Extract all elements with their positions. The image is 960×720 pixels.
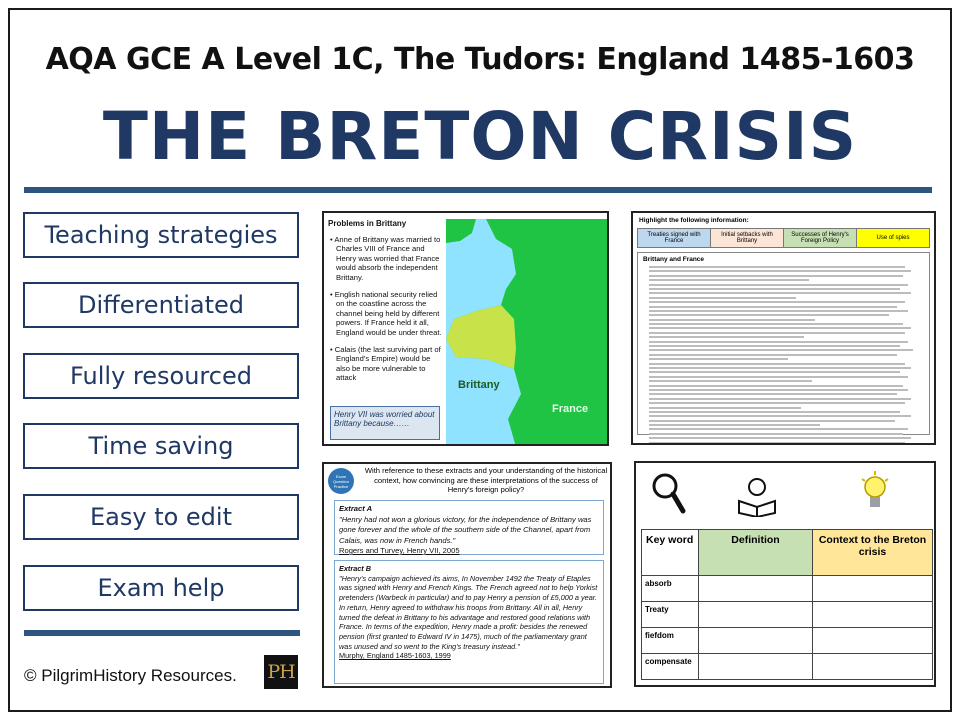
extract-a-title: Extract A: [339, 504, 373, 513]
key-word-cell: Treaty: [642, 602, 699, 628]
text-line: [649, 279, 809, 281]
copyright-text: © PilgrimHistory Resources.: [24, 666, 237, 685]
text-line: [649, 270, 911, 272]
feature-exam-help: Exam help: [23, 565, 299, 611]
text-line: [649, 314, 889, 316]
worksheet-prompt: Henry VII was worried about Brittany because……: [330, 406, 440, 440]
context-cell: [813, 602, 933, 628]
header-definition: Definition: [699, 530, 813, 576]
text-line: [649, 306, 897, 308]
preview-brittany-and-france: [631, 211, 936, 445]
exam-practice-badge: Exam Question Practice: [328, 468, 354, 494]
map-label-france: France: [552, 403, 589, 415]
key-treaties: Treaties signed with France: [638, 229, 711, 247]
text-line: [649, 336, 804, 338]
feature-differentiated: Differentiated: [23, 282, 299, 328]
text-line: [649, 376, 908, 378]
text-line: [649, 442, 905, 444]
definition-cell: [699, 576, 813, 602]
key-word-cell: fiefdom: [642, 628, 699, 654]
text-line: [649, 345, 900, 347]
context-cell: [813, 654, 933, 680]
text-line: [649, 367, 911, 369]
text-line: [649, 341, 908, 343]
definition-cell: [699, 628, 813, 654]
text-line: [649, 393, 897, 395]
key-spies: Use of spies: [857, 229, 929, 247]
text-line: [649, 297, 796, 299]
preview-exam-question: [322, 462, 612, 688]
exam-question: With reference to these extracts and your understanding of the historical context, how convincing are these interpretations of the success of Henry's foreign policy?: [364, 466, 608, 494]
page-title: THE BRETON CRISIS: [102, 98, 858, 175]
extract-a: [334, 500, 604, 555]
table-row: [642, 576, 933, 602]
lightbulb-icon: [860, 471, 890, 517]
text-line: [649, 415, 911, 417]
course-subtitle: AQA GCE A Level 1C, The Tudors: England 1485-1603: [45, 42, 915, 77]
reading-section: [637, 252, 930, 435]
text-line: [649, 275, 903, 277]
divider-top: [24, 187, 932, 193]
text-line: [649, 288, 900, 290]
text-line: [649, 301, 905, 303]
extract-b-text: "Henry's campaign achieved its aims, In November 1492 the Treaty of Etaples was signed with Henry and French Kings. The French agreed not to help Yorkist pretenders (Warbeck in particular) and to pay Henry a pension of £5,000 a year. In return, Henry agreed to withdraw his troops from Brittany. All in all, Henry turned the defeat in Brittany to his advantage and restored good relations with France. In terms of the expedition, Henry made a profit: besides the renewed pension (first granted to Edward IV in 1475), much of the parliamentary grant was unused and so went to the King's treasury instead.": [339, 573, 598, 651]
text-line: [649, 332, 905, 334]
definition-cell: [699, 654, 813, 680]
divider-bottom: [24, 630, 300, 636]
text-line: [649, 323, 903, 325]
text-line: [649, 354, 897, 356]
text-line: [649, 349, 913, 351]
text-line: [649, 266, 905, 268]
header-key-word: Key word: [642, 530, 699, 576]
extract-b-source: Murphy, England 1485-1603, 1999: [339, 651, 451, 661]
feature-easy-to-edit: Easy to edit: [23, 494, 299, 540]
text-line: [649, 385, 903, 387]
table-row: [642, 654, 933, 680]
context-cell: [813, 628, 933, 654]
text-line: [649, 363, 905, 365]
feature-fully-resourced: Fully resourced: [23, 353, 299, 399]
text-line: [649, 437, 911, 439]
reading-text-lines: [643, 266, 924, 445]
key-word-cell: absorb: [642, 576, 699, 602]
map-label-brittany: Brittany: [458, 379, 500, 391]
text-line: [649, 292, 911, 294]
highlight-key: [637, 228, 930, 248]
extract-b: [334, 560, 604, 684]
key-setbacks: Initial setbacks with Brittany: [711, 229, 784, 247]
text-line: [649, 380, 812, 382]
text-line: [649, 310, 908, 312]
pilgrim-history-logo: PH: [264, 655, 298, 689]
table-row: [642, 628, 933, 654]
preview-problems-in-brittany: [322, 211, 609, 446]
problems-heading: Problems in Brittany: [328, 219, 407, 228]
header-context: Context to the Breton crisis: [813, 530, 933, 576]
extract-a-text: "Henry had not won a glorious victory, for the independence of Brittany was gone forever and the whole of the southern side of the Channel, apart from Calais, was now in French hands.": [339, 514, 592, 545]
text-line: [649, 402, 905, 404]
section-title: Brittany and France: [643, 256, 705, 263]
extract-a-source: Rogers and Turvey, Henry VII, 2005: [339, 546, 460, 555]
key-word-table: [641, 529, 933, 680]
text-line: [649, 371, 900, 373]
text-line: [649, 420, 895, 422]
text-line: [649, 319, 815, 321]
preview-key-words: [634, 461, 936, 687]
text-line: [649, 428, 908, 430]
text-line: [649, 424, 820, 426]
text-line: [649, 327, 911, 329]
text-line: [649, 433, 903, 435]
context-cell: [813, 576, 933, 602]
table-row: [642, 602, 933, 628]
key-word-cell: compensate: [642, 654, 699, 680]
magnifying-glass-icon: [650, 471, 686, 515]
text-line: [649, 398, 911, 400]
definition-cell: [699, 602, 813, 628]
highlight-instruction: Highlight the following information:: [639, 217, 749, 224]
problem-point: • Calais (the last surviving part of England's Empire) would be also be more vulnerable to attack: [330, 344, 441, 383]
text-line: [649, 407, 801, 409]
feature-time-saving: Time saving: [23, 423, 299, 469]
text-line: [649, 284, 908, 286]
text-line: [649, 411, 900, 413]
problem-point: • Anne of Brittany was married to Charles VIII of France and Henry was worried that France would absorb the independent Brittany.: [330, 234, 441, 282]
table-header-row: [642, 530, 933, 576]
extract-b-title: Extract B: [339, 564, 372, 573]
brittany-map: [446, 219, 609, 446]
feature-teaching-strategies: Teaching strategies: [23, 212, 299, 258]
key-successes: Successes of Henry's Foreign Policy: [784, 229, 857, 247]
reading-book-icon: [736, 477, 778, 517]
text-line: [649, 358, 788, 360]
text-line: [649, 389, 908, 391]
problem-point: • English national security relied on the coastline across the channel being held by different powers. If France held it all, England would be under threat.: [330, 289, 442, 337]
problems-text: [328, 219, 446, 390]
